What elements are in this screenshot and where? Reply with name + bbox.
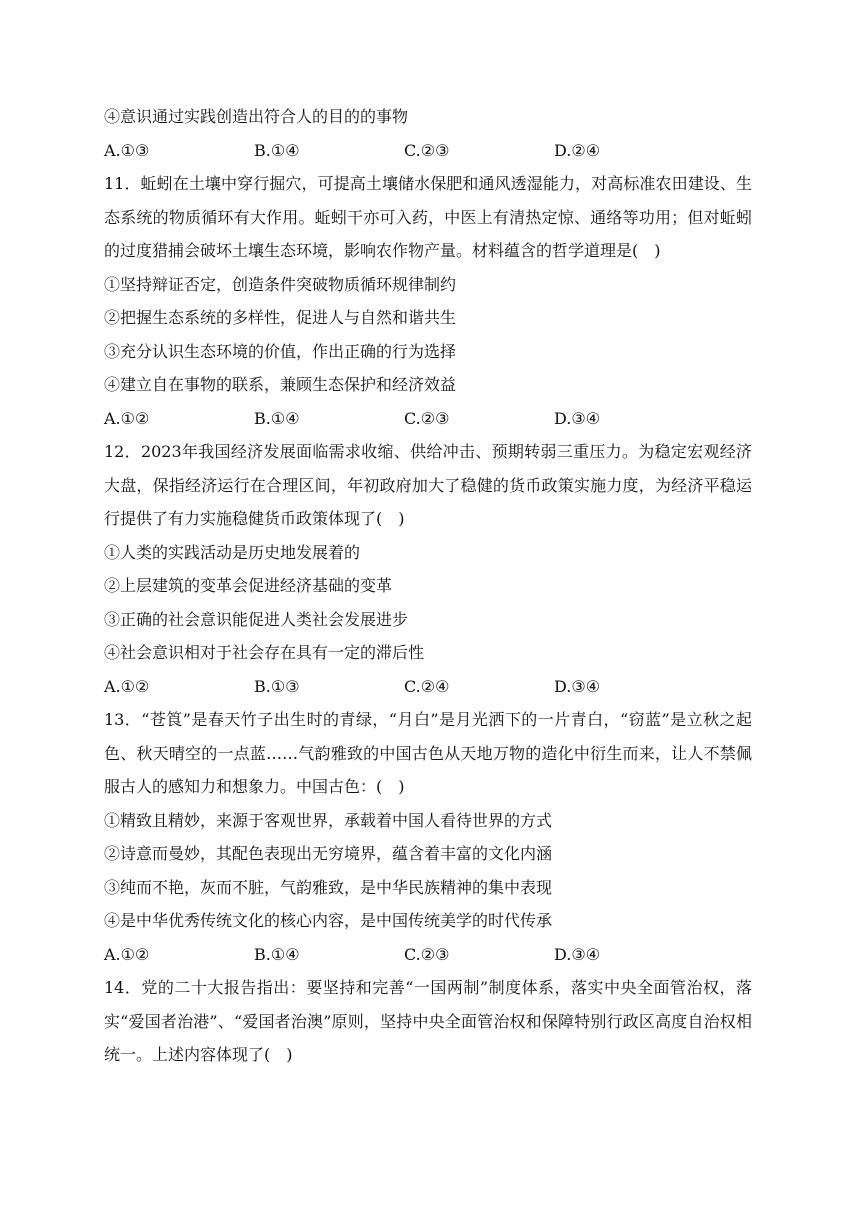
q10-statement-4: ④意识通过实践创造出符合人的目的的事物 bbox=[104, 107, 409, 126]
q12-statement-3: ③正确的社会意识能促进人类社会发展进步 bbox=[104, 609, 409, 629]
q11-options bbox=[104, 402, 752, 436]
q11-statement-1: ①坚持辩证否定，创造条件突破物质循环规律制约 bbox=[104, 274, 457, 294]
q10-option-b: B.①④ bbox=[254, 140, 300, 160]
q12-statement-4: ④社会意识相对于社会存在具有一定的滞后性 bbox=[104, 643, 425, 662]
q11-option-a: A.①② bbox=[104, 408, 150, 428]
q14-stem: 14．党的二十大报告指出：要坚持和完善“一国两制”制度体系，落实中央全面管治权，落实“爱国者治港”、“爱国者治澳”原则，坚持中央全面管治权和保障特别行政区高度自治权相统一。上述内容体现了( ) bbox=[104, 978, 752, 1064]
q12-stem: 12．2023年我国经济发展面临需求收缩、供给冲击、预期转弱三重压力。为稳定宏观经济大盘，保指经济运行在合理区间，年初政府加大了稳健的货币政策实施力度，为经济平稳运行提供了有力实施稳健货币政策体现了( ) bbox=[104, 442, 752, 528]
q13-stem: 13．“苍筤”是春天竹子出生时的青绿，“月白”是月光洒下的一片青白，“窃蓝”是立秋之起色、秋天晴空的一点蓝……气韵雅致的中国古色从天地万物的造化中衍生而来，让人不禁佩服古人的感知力和想象力。中国古色：( ) bbox=[104, 710, 752, 796]
q13-statement-3: ③纯而不艳，灰而不脏，气韵雅致，是中华民族精神的集中表现 bbox=[104, 877, 553, 897]
q12-option-a: A.①② bbox=[104, 676, 150, 696]
q12-statement-1: ①人类的实践活动是历史地发展着的 bbox=[104, 542, 361, 562]
q11-stem: 11．蚯蚓在土壤中穿行掘穴，可提高土壤储水保肥和通风透湿能力，对高标准农田建设、生态系统的物质循环有大作用。蚯蚓干亦可入药，中医上有清热定惊、通络等功用；但对蚯蚓的过度猎捕会破坏土壤生态环境，影响农作物产量。材料蕴含的哲学道理是( ) bbox=[104, 174, 752, 260]
q10-option-d: D.②④ bbox=[554, 140, 601, 160]
exam-page bbox=[104, 100, 752, 1072]
q12-option-b: B.①③ bbox=[254, 676, 300, 696]
q11-statement-4: ④建立自在事物的联系，兼顾生态保护和经济效益 bbox=[104, 375, 457, 394]
q10-option-a: A.①③ bbox=[104, 140, 150, 160]
q13-option-a: A.①② bbox=[104, 944, 150, 964]
q11-option-b: B.①④ bbox=[254, 408, 300, 428]
q13-option-d: D.③④ bbox=[554, 944, 601, 964]
q12-option-c: C.②④ bbox=[404, 676, 450, 696]
q12-statement-2: ②上层建筑的变革会促进经济基础的变革 bbox=[104, 576, 393, 595]
q13-options bbox=[104, 938, 752, 972]
q10-option-c: C.②③ bbox=[404, 140, 450, 160]
q13-statement-4: ④是中华优秀传统文化的核心内容，是中国传统美学的时代传承 bbox=[104, 911, 553, 930]
q11-statement-3: ③充分认识生态环境的价值，作出正确的行为选择 bbox=[104, 341, 457, 361]
q13-option-b: B.①④ bbox=[254, 944, 300, 964]
q13-option-c: C.②③ bbox=[404, 944, 450, 964]
q11-statement-2: ②把握生态系统的多样性，促进人与自然和谐共生 bbox=[104, 308, 457, 327]
q13-statement-2: ②诗意而曼妙，其配色表现出无穷境界，蕴含着丰富的文化内涵 bbox=[104, 844, 553, 863]
q11-option-c: C.②③ bbox=[404, 408, 450, 428]
q10-options bbox=[104, 134, 752, 168]
q13-statement-1: ①精致且精妙，来源于客观世界，承载着中国人看待世界的方式 bbox=[104, 810, 553, 830]
q11-option-d: D.③④ bbox=[554, 408, 601, 428]
q12-option-d: D.③④ bbox=[554, 676, 601, 696]
q12-options bbox=[104, 670, 752, 704]
